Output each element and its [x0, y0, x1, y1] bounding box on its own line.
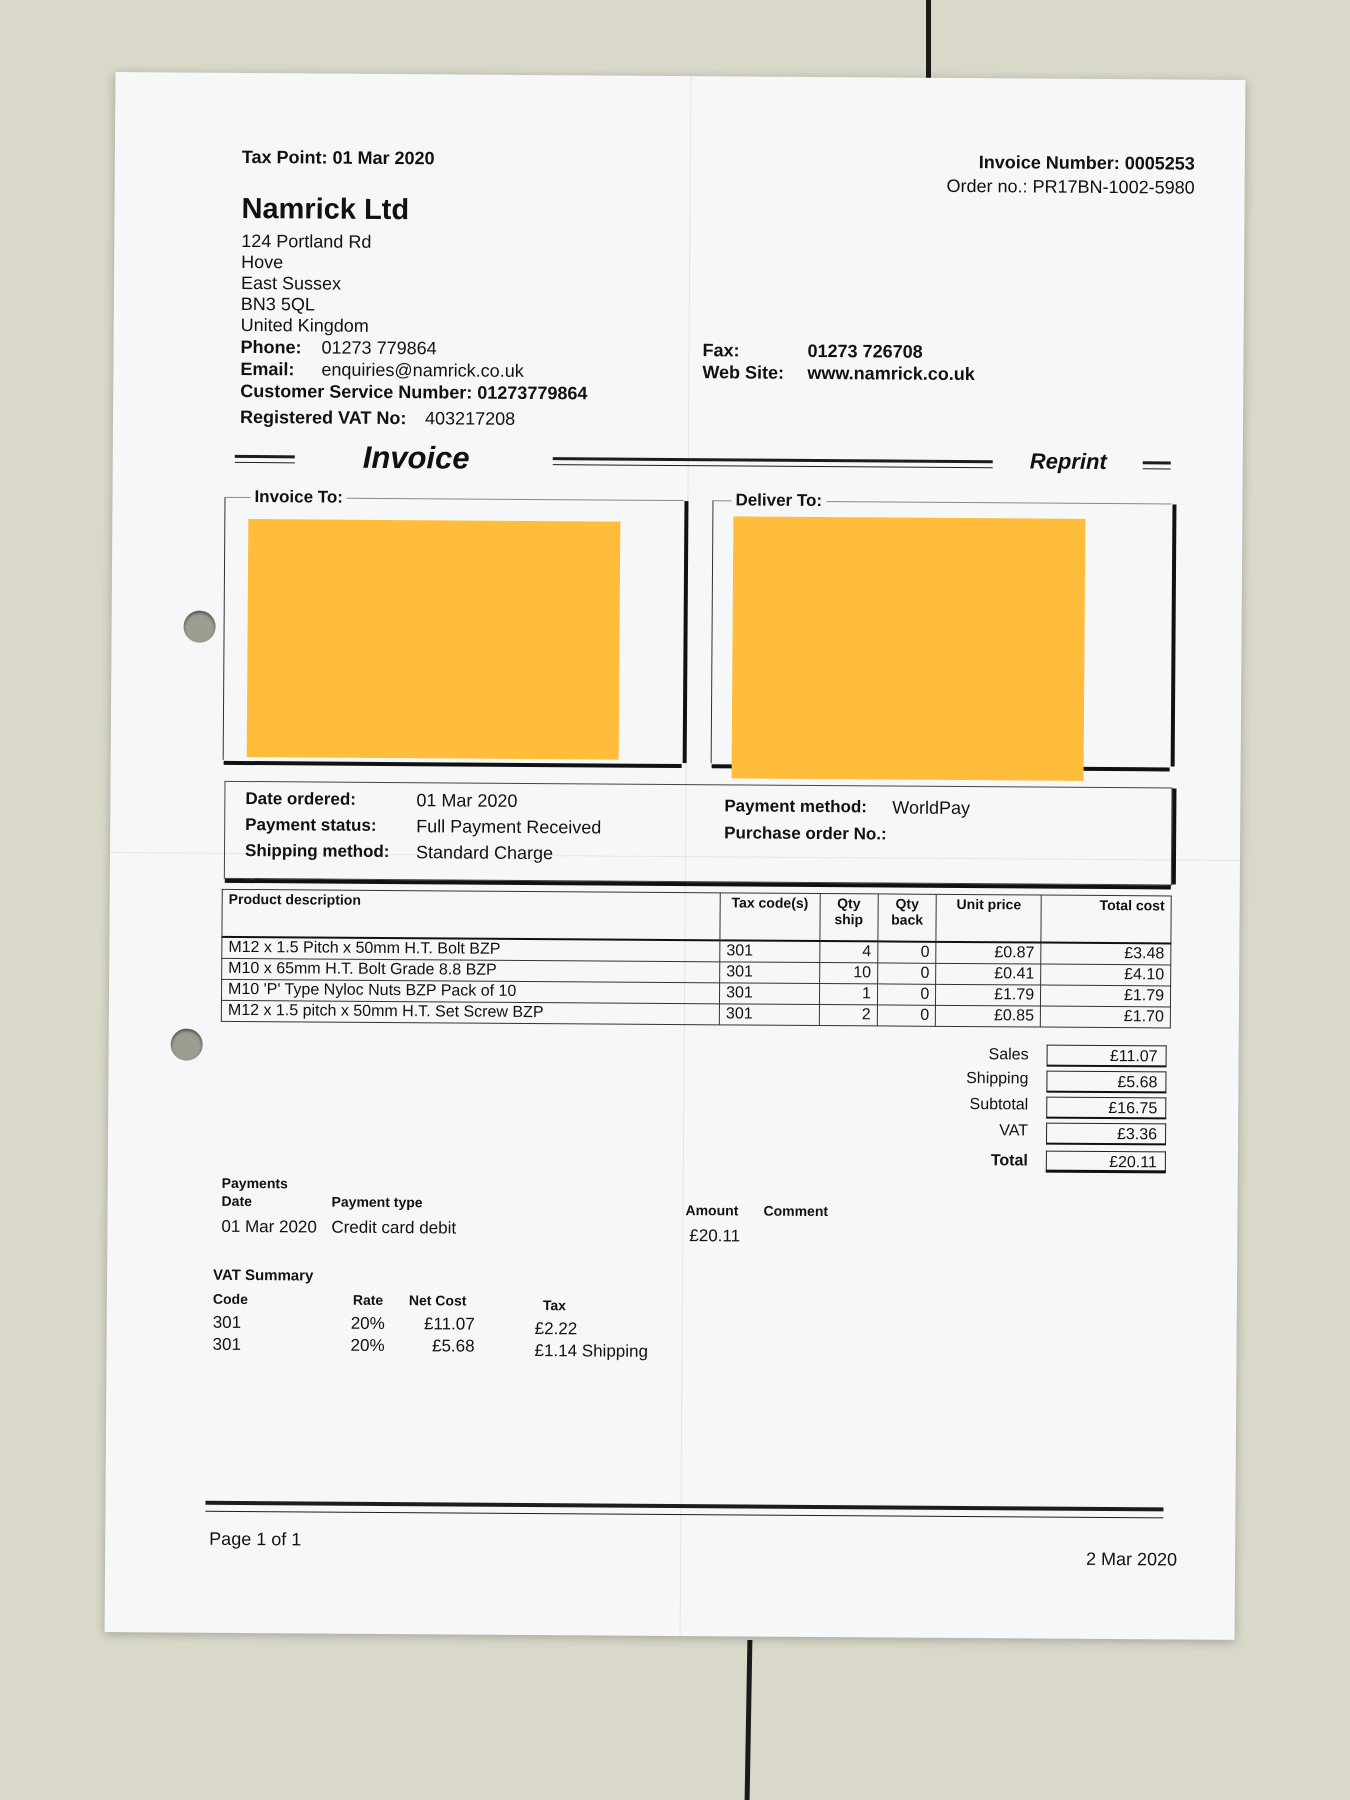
- item-qty-back: 0: [877, 1005, 936, 1026]
- footer-rule-thick: [205, 1501, 1163, 1512]
- vat-total-label: VAT: [999, 1122, 1029, 1140]
- item-description: M10 'P' Type Nyloc Nuts BZP Pack of 10: [221, 979, 719, 1003]
- deliver-to-redaction: [732, 516, 1086, 780]
- item-qty-ship: 2: [819, 1005, 877, 1026]
- vat-summary-tax-header: Tax: [542, 1297, 567, 1314]
- item-total-cost: £3.48: [1041, 943, 1171, 965]
- email-value: enquiries@namrick.co.uk: [321, 359, 524, 381]
- purchase-order-label: Purchase order No.:: [724, 823, 887, 844]
- total-value: £20.11: [1046, 1151, 1166, 1174]
- address-line: Hove: [241, 251, 284, 273]
- vat-row-rate: 20%: [350, 1335, 385, 1355]
- item-total-cost: £1.70: [1040, 1006, 1170, 1028]
- col-unit-price: Unit price: [936, 894, 1041, 942]
- item-qty-ship: 1: [819, 984, 877, 1005]
- item-total-cost: £1.79: [1041, 985, 1171, 1007]
- item-unit-price: £1.79: [936, 984, 1041, 1006]
- item-description: M12 x 1.5 pitch x 50mm H.T. Set Screw BZP: [221, 1000, 719, 1024]
- item-description: M12 x 1.5 Pitch x 50mm H.T. Bolt BZP: [222, 937, 720, 962]
- payments-amount-header: Amount: [685, 1202, 739, 1219]
- col-total-cost: Total cost: [1041, 895, 1171, 943]
- item-tax-code: 301: [720, 983, 820, 1005]
- subtotal-label: Subtotal: [969, 1096, 1029, 1114]
- item-unit-price: £0.85: [936, 1005, 1041, 1027]
- email-row: [240, 359, 524, 382]
- payment-method-value: WorldPay: [892, 797, 971, 819]
- items-table-header: [222, 889, 1171, 943]
- phone-row: [240, 337, 436, 359]
- shipping-method-value: Standard Charge: [415, 842, 554, 864]
- item-description: M10 x 65mm H.T. Bolt Grade 8.8 BZP: [222, 958, 720, 982]
- title-rule-left-2: [235, 462, 295, 463]
- item-qty-back: 0: [877, 963, 936, 984]
- phone-value: 01273 779864: [321, 337, 437, 359]
- vat-summary-title: VAT Summary: [213, 1266, 314, 1285]
- vat-row-tax: £2.22: [534, 1319, 578, 1339]
- subtotal-value: £16.75: [1046, 1097, 1166, 1120]
- sales-label: Sales: [988, 1046, 1029, 1064]
- vat-summary-rate-header: Rate: [352, 1291, 384, 1308]
- item-unit-price: £0.41: [936, 963, 1041, 985]
- col-product-description: Product description: [222, 889, 720, 940]
- date-ordered-label: Date ordered:: [245, 788, 356, 809]
- payment-date: 01 Mar 2020: [221, 1216, 317, 1237]
- fax-row: [702, 340, 922, 363]
- col-qty-back: Qty back: [878, 894, 937, 942]
- vat-row-tax: £1.14 Shipping: [534, 1341, 649, 1361]
- company-address: [241, 231, 372, 337]
- order-number: Order no.: PR17BN-1002-5980: [946, 175, 1195, 198]
- date-ordered-value: 01 Mar 2020: [416, 790, 518, 811]
- footer-rule-thin: [205, 1511, 1163, 1519]
- vat-label: Registered VAT No:: [239, 406, 407, 429]
- address-line: United Kingdom: [240, 314, 369, 336]
- vat-summary-code-header: Code: [212, 1290, 248, 1308]
- address-line: BN3 5QL: [240, 293, 315, 315]
- item-qty-ship: 10: [819, 963, 877, 984]
- print-date: 2 Mar 2020: [1085, 1548, 1178, 1570]
- shipping-label: Shipping: [966, 1070, 1029, 1088]
- vat-row-code: 301: [212, 1312, 242, 1332]
- title-rule-left-1: [235, 455, 295, 458]
- items-table: [221, 889, 1172, 1029]
- web-row: [702, 362, 975, 385]
- vat-row-net: £5.68: [431, 1336, 475, 1356]
- tax-point: Tax Point: 01 Mar 2020: [241, 146, 435, 169]
- total-label: Total: [990, 1152, 1028, 1170]
- reprint-label: Reprint: [1029, 448, 1107, 475]
- box-shadow: [1171, 504, 1177, 766]
- page-number: Page 1 of 1: [209, 1528, 302, 1550]
- box-shadow: [683, 501, 689, 763]
- payments-type-header: Payment type: [331, 1193, 423, 1211]
- fax-value: 01273 726708: [807, 340, 923, 362]
- col-tax-codes: Tax code(s): [720, 893, 820, 941]
- invoice-to-redaction: [247, 519, 621, 760]
- item-tax-code: 301: [720, 962, 820, 984]
- customer-service-number: Customer Service Number: 01273779864: [240, 380, 588, 404]
- shipping-value: £5.68: [1046, 1071, 1166, 1094]
- payments-date-header: Date: [221, 1192, 252, 1210]
- title-rule-right-1: [1143, 461, 1171, 464]
- shipping-method-label: Shipping method:: [244, 840, 390, 862]
- payments-comment-header: Comment: [763, 1202, 829, 1220]
- vat-row-net: £11.07: [423, 1314, 475, 1334]
- email-label: Email:: [240, 358, 295, 380]
- box-shadow: [224, 761, 682, 768]
- title-rule-mid-1: [553, 457, 993, 463]
- item-total-cost: £4.10: [1041, 964, 1171, 986]
- title-rule-right-2: [1143, 468, 1171, 469]
- payment-status-label: Payment status:: [245, 814, 377, 835]
- payment-type: Credit card debit: [331, 1217, 457, 1238]
- address-line: East Sussex: [240, 272, 342, 294]
- item-qty-back: 0: [877, 984, 936, 1005]
- address-line: 124 Portland Rd: [241, 230, 372, 252]
- vat-row-code: 301: [212, 1334, 242, 1354]
- item-qty-ship: 4: [819, 941, 877, 963]
- col-qty-ship: Qty ship: [819, 894, 878, 942]
- invoice-number: Invoice Number: 0005253: [978, 152, 1195, 174]
- payments-title: Payments: [221, 1174, 288, 1192]
- vat-value: 403217208: [424, 408, 516, 429]
- box-shadow: [225, 879, 1171, 890]
- title-rule-mid-2: [553, 464, 993, 468]
- vat-row: [240, 407, 515, 430]
- vat-total-value: £3.36: [1046, 1123, 1166, 1146]
- payment-amount: £20.11: [689, 1226, 741, 1246]
- invoice-to-label: Invoice To:: [250, 487, 347, 508]
- document-title: Invoice: [362, 439, 470, 476]
- item-qty-back: 0: [878, 941, 937, 963]
- item-tax-code: 301: [720, 940, 820, 962]
- desk-seam-top: [926, 0, 931, 86]
- invoice-paper: [105, 72, 1246, 1640]
- deliver-to-label: Deliver To:: [731, 490, 826, 511]
- payment-method-label: Payment method:: [724, 796, 868, 817]
- phone-label: Phone:: [240, 336, 302, 358]
- punch-hole-bottom: [171, 1028, 203, 1060]
- box-shadow: [1172, 788, 1177, 884]
- sales-value: £11.07: [1047, 1045, 1167, 1068]
- company-name: Namrick Ltd: [241, 192, 410, 227]
- web-label: Web Site:: [702, 362, 785, 383]
- web-value: www.namrick.co.uk: [807, 362, 975, 385]
- fax-label: Fax:: [702, 340, 740, 361]
- vat-summary-net-header: Net Cost: [408, 1292, 467, 1309]
- punch-hole-top: [183, 611, 215, 643]
- vat-row-rate: 20%: [350, 1313, 385, 1333]
- payment-status-value: Full Payment Received: [416, 816, 602, 838]
- item-unit-price: £0.87: [936, 942, 1041, 964]
- desk-seam-bottom: [745, 1640, 753, 1800]
- item-tax-code: 301: [719, 1004, 819, 1026]
